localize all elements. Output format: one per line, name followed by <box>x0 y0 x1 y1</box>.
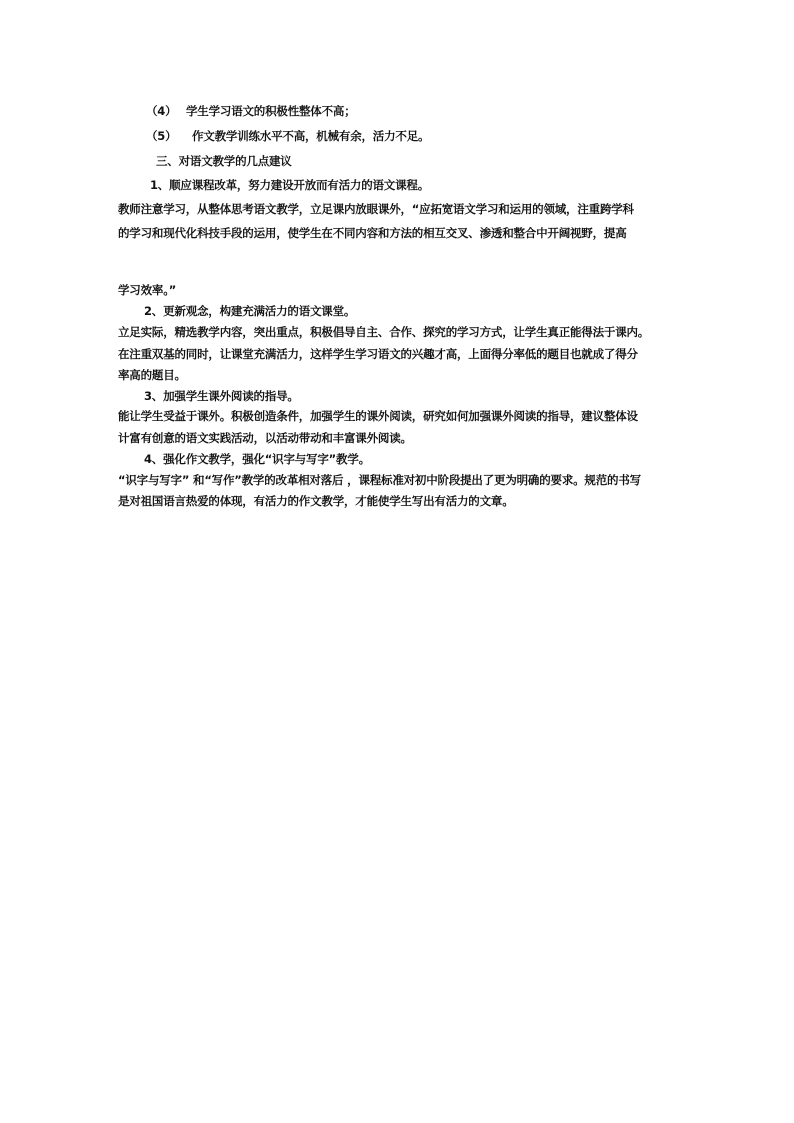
paragraph-line: 教师注意学习，从整体思考语文教学，立足课内放眼课外，“应拓宽语文学习和运用的领域，注重跨学科 <box>118 202 634 216</box>
paragraph-line: “识字与写字” 和“写作”教学的改革相对落后 ，课程标准对初中阶段提出了更为明确的要求。规范的书写 <box>118 473 641 487</box>
paragraph-line: 的学习和现代化科技手段的运用，使学生在不同内容和方法的相互交叉、渗透和整合中开阔视野，提高 <box>118 226 627 240</box>
list-item-5 <box>146 126 429 146</box>
subsection-heading-3: 3、加强学生课外阅读的指导。 <box>144 389 299 403</box>
list-item-4 <box>146 101 356 121</box>
paragraph-line: 立足实际，精选教学内容，突出重点，积极倡导自主、合作、探究的学习方式，让学生真正能得法于课内。 <box>118 325 650 339</box>
subsection-heading-1: 1、顺应课程改革，努力建设开放而有活力的语文课程。 <box>150 178 429 192</box>
paragraph-line: 是对祖国语言热爱的体现，有活力的作文教学，才能使学生写出有活力的文章。 <box>118 494 514 508</box>
section-heading: 三、对语文教学的几点建议 <box>156 154 292 168</box>
list-item-number: （5） <box>146 129 177 143</box>
list-item-number: （4） <box>146 104 177 118</box>
paragraph-line: 率高的题目。 <box>118 368 186 382</box>
list-item-text: 作文教学训练水平不高，机械有余，活力不足。 <box>192 129 430 143</box>
subsection-heading-2: 2、更新观念，构建充满活力的语文课堂。 <box>144 304 356 318</box>
paragraph-line: 学习效率。” <box>118 283 177 297</box>
paragraph-line: 计富有创意的语文实践活动，以活动带动和丰富课外阅读。 <box>118 431 412 445</box>
subsection-heading-4: 4、强化作文教学，强化“识字与写字”教学。 <box>144 452 370 466</box>
paragraph-line: 能让学生受益于课外。积极创造条件，加强学生的课外阅读，研究如何加强课外阅读的指导，建议整体设 <box>118 409 638 423</box>
list-item-text: 学生学习语文的积极性整体不高； <box>186 104 356 118</box>
paragraph-line: 在注重双基的同时，让课堂充满活力，这样学生学习语文的兴趣才高，上面得分率低的题目也就成了得分 <box>118 347 638 361</box>
